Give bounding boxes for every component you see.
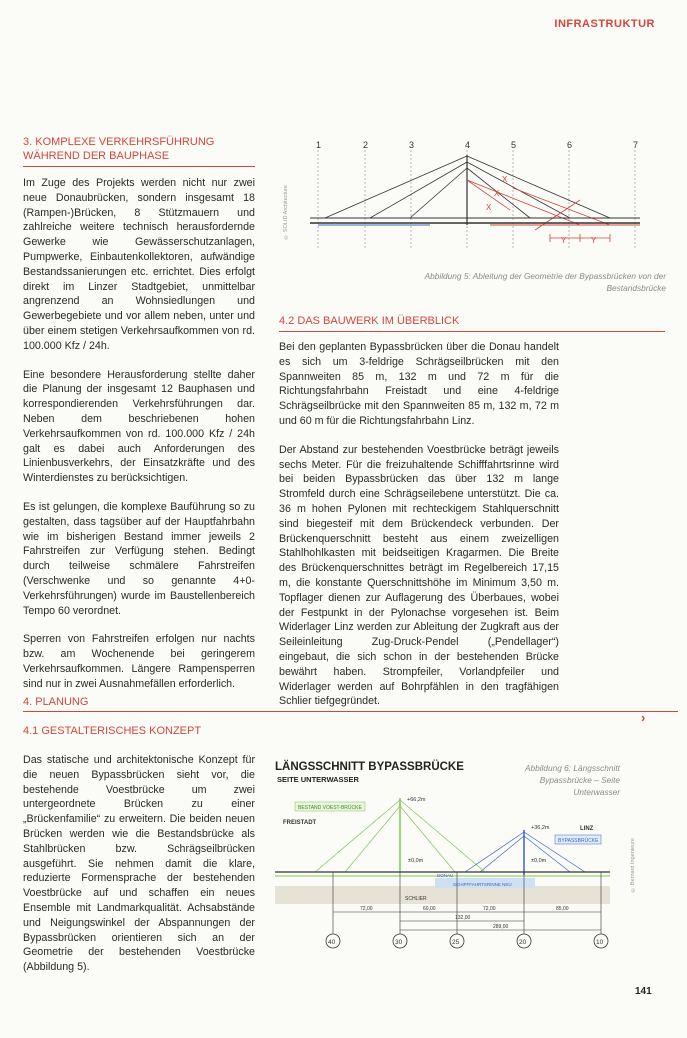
fig6-label-linz: LINZ xyxy=(580,826,594,832)
fig5-mark-y1: Y xyxy=(561,236,567,245)
sec3-rule xyxy=(23,166,255,167)
sec42-body xyxy=(279,340,559,723)
fig6-axis-40: 40 xyxy=(328,939,336,946)
fig5-axis-2: 2 xyxy=(363,140,369,150)
fig5-axis-6: 6 xyxy=(567,140,573,150)
sec41-title: 4.1 GESTALTERISCHES KONZEPT xyxy=(23,725,202,737)
sec3-title-line2: WÄHREND DER BAUPHASE xyxy=(23,150,170,162)
fig5-axis-7: 7 xyxy=(633,140,639,150)
fig6-label-bestand: BESTAND VOEST-BRÜCKE xyxy=(298,805,362,811)
fig6-axis-20: 20 xyxy=(519,939,527,946)
fig6-title: LÄNGSSCHNITT BYPASSBRÜCKE xyxy=(275,761,464,773)
figure6-diagram xyxy=(275,790,620,950)
fig6-caption-label: Abbildung 6: xyxy=(524,763,572,773)
fig5-axis-1: 1 xyxy=(316,140,322,150)
fig6-label-h-bypass: +36,2m xyxy=(531,825,550,831)
fig6-label-bypass: BYPASSBRÜCKE xyxy=(558,838,599,844)
sec41-body xyxy=(23,753,255,989)
fig6-span-total2: 289,00 xyxy=(493,924,509,930)
fig5-mark-x2: X xyxy=(494,189,500,198)
fig6-span-3: 72,00 xyxy=(483,906,496,912)
sec3-para3: Es ist gelungen, die komplexe Bauführung so zu gestalten, dass tagsüber auf der Hauptfahrbahn wie im bisherigen Bestand immer jeweils 2 Fahrstreifen zur Verfügung stehen. Bedingt durch teilweise schmälere Fahrstreifen (Verschwenke und so genannte 4+0-Verkehrsführungen) wurde im Baustellenbereich Tempo 60 verordnet. xyxy=(23,500,255,617)
fig6-label-h-bestand: +66,2m xyxy=(407,797,426,803)
fig5-axis-3: 3 xyxy=(409,140,415,150)
fig6-subtitle: SEITE UNTERWASSER xyxy=(277,775,359,784)
sec3-para4: Sperren von Fahrstreifen erfolgen nur nachts bzw. am Wochenende bei geringerem Verkehrsaufkommen. Längere Rampensperren sind nur in zwei Ausnahmefällen erforderlich. xyxy=(23,633,255,690)
figure5-diagram xyxy=(280,130,650,265)
sec42-para2: Der Abstand zur bestehenden Voestbrücke beträgt jeweils sechs Meter. Für die freizuhaltende Schifffahrtsrinne wird bei beiden Bypassbrücken das über 132 m lange Stromfeld durch eine Schrägseilebene unterstützt. Die ca. 36 m hohen Pylonen mit rechteckigem Stahlquerschnitt sind biegesteif mit dem Brückendeck verbunden. Der Brückenquerschnitt besteht aus einem zweizelligen Stahlhohlkasten mit beidseitigen Kragarmen. Die Breite des Brückenquerschnittes beträgt im Regelbereich 17,15 m, die konstante Querschnittshöhe im Minimum 3,50 m. Topflager dienen zur Auflagerung des Überbaues, wobei der Festpunkt in der Pylonachse vorgesehen ist. Beim Widerlager Linz werden zur Ableitung der Zugkraft aus der Seileinleitung Zug-Druck-Pendel („Pendellager“) eingebaut, die sich schon in der bestehenden Brücke bewährt haben. Strompfeiler, Vorlandpfeiler und Widerlager werden auf Bohrpfählen in den tragfähigen Schlier tiefgegründet. xyxy=(279,443,559,708)
fig5-axis-5: 5 xyxy=(511,140,517,150)
fig6-label-freistadt: FREISTADT xyxy=(283,820,317,826)
sec3-para2: Eine besondere Herausforderung stellte daher die Planung der insgesamt 12 Bauphasen und korrespondierenden Verkehrsführungen dar. Neben dem beschriebenen hohen Verkehrsaufkommen von rd. 100.000 Kfz / 24h galt es dabei auch Anforderungen des Linienbusverkehrs, der Einsatzkräfte und des Winterdienstes zu berücksichtigen. xyxy=(23,368,255,485)
sec41-para: Das statische und architektonische Konzept für die neuen Bypassbrücken sieht vor, die bestehende Voestbrücke um zwei untergeordnete Brücken zu einer „Brückenfamilie“ zu erweitern. Die beiden neuen Brücken werden wie die Bestandsbrücke als Stahlbrücken bzw. Schrägseilbrücken ausgeführt. Sie nehmen damit die klare, reduzierte Formensprache der bestehenden Voestbrücke auf und schaffen ein neues Ensemble mit Landmarkqualität. Achsabstände und Neigungswinkel der Abspannungen der Bypassbrücken orientieren sich an der Geometrie der bestehenden Voestbrücke (Abbildung 5). xyxy=(23,754,255,974)
sec4-title: 4. PLANUNG xyxy=(23,696,89,708)
fig5-axis-4: 4 xyxy=(465,140,471,150)
fig5-mark-x1: X xyxy=(502,175,508,184)
sec42-title: 4.2 DAS BAUWERK IM ÜBERBLICK xyxy=(279,315,460,327)
sec42-para1: Bei den geplanten Bypassbrücken über die Donau handelt es sich um 3-feldrige Schrägseilbrücken mit den Spannweiten 85 m, 132 m und 72 m für die Richtungsfahrbahn Freistadt und eine 4-feldrige Schrägseilbrücke mit den Spannweiten 85 m, 132 m, 72 m und 60 m für die Richtungsfahrbahn Linz. xyxy=(279,341,559,427)
fig5-mark-y2: Y xyxy=(591,236,597,245)
fig6-span-2: 60,00 xyxy=(423,906,436,912)
fig6-span-4: 85,00 xyxy=(556,906,569,912)
sec3-para1: Im Zuge des Projekts werden nicht nur zwei neue Donaubrücken, sondern insgesamt 18 (Rampen-)Brücken, 8 Stützmauern und zahlreiche weitere technisch herausfordernde Gewerke wie Gewässerschutzanlagen, Pumpwerke, Einbautenkollektoren, aufwändige Bestandssanierungen etc. errichtet. Dies erfolgt direkt im Linzer Stadtgebiet, unmittelbar angrenzend an Wohnsiedlungen und Gewerbegebiete und vor allem neben, unter und über einem stetigen Verkehrsaufkommen von rd. 100.000 Kfz / 24h. xyxy=(23,177,255,352)
fig5-caption xyxy=(420,270,666,294)
fig6-axis-10: 10 xyxy=(596,939,604,946)
continue-arrow: › xyxy=(641,710,646,725)
sec42-rule xyxy=(279,331,665,332)
fig6-label-donau: DONAU xyxy=(437,873,454,878)
fig5-caption-label: Abbildung 5: xyxy=(424,271,471,281)
fig5-credit: © SOLID Architecture xyxy=(283,185,289,240)
fig5-mark-x3: X xyxy=(486,203,492,212)
sec3-title-line1: 3. KOMPLEXE VERKEHRSFÜHRUNG xyxy=(23,136,215,148)
fig6-label-zero1: ±0,0m xyxy=(408,858,424,864)
fig6-caption-text: Längsschnitt Bypassbrücke – Seite Unterwasser xyxy=(539,763,620,797)
fig5-caption-text: Ableitung der Geometrie der Bypassbrücken von der Bestandsbrücke xyxy=(472,271,666,293)
sec3-body xyxy=(23,176,255,706)
fig6-label-schlier: SCHLIER xyxy=(405,896,427,902)
fig6-label-zero2: ±0,0m xyxy=(531,858,547,864)
fig6-span-1: 72,00 xyxy=(360,906,373,912)
fig6-label-rinne: SCHIFFFAHRTSRINNE NEU xyxy=(453,882,512,887)
page-number: 141 xyxy=(635,986,652,997)
fig6-axis-25: 25 xyxy=(452,939,460,946)
fig6-axis-30: 30 xyxy=(395,939,403,946)
section-header: INFRASTRUKTUR xyxy=(554,18,655,30)
fig6-span-total1: 132,00 xyxy=(455,915,471,921)
fig6-credit: © Bernard Ingenieure xyxy=(630,838,636,893)
